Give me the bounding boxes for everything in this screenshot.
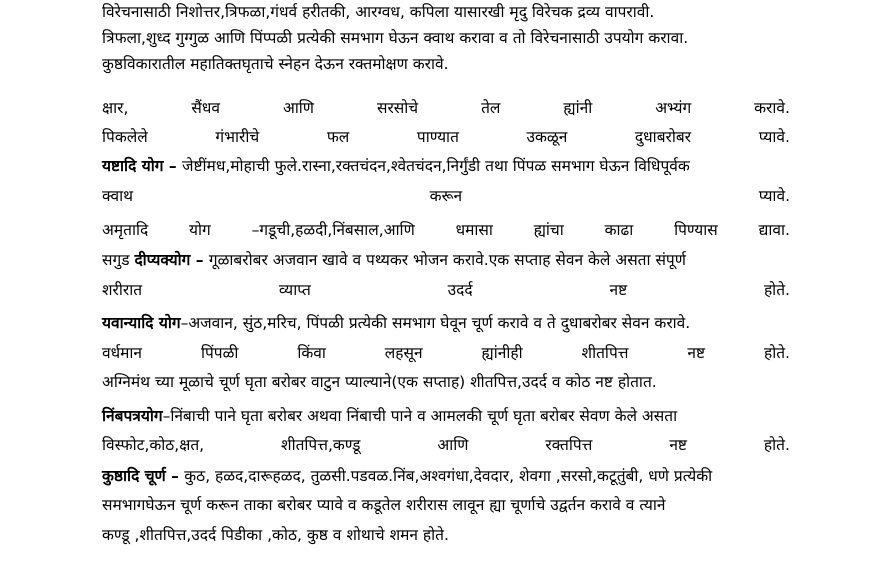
word: योग bbox=[189, 221, 211, 239]
word: शीतपित्त,कण्डू bbox=[281, 436, 361, 454]
word: होते. bbox=[763, 436, 790, 454]
word: सैंधव bbox=[191, 99, 220, 117]
word: क्षार, bbox=[102, 99, 129, 117]
line-text: जेष्टींमध,मोहाची फुले.रास्ना,रक्तचंदन,श्वेतचंदन,निर्गुंडी तथा पिंपळ समभाग घेऊन विधिपूर्वक bbox=[181, 157, 690, 175]
word: द्यावा. bbox=[758, 221, 790, 239]
text-line: कुष्ठविकारातील महातिक्तघृताचे स्नेहन देऊन रक्तमोक्षण करावे. bbox=[102, 55, 449, 73]
word: किंवा bbox=[297, 344, 326, 362]
word: नष्ट bbox=[609, 281, 628, 299]
word: उदर्द bbox=[447, 281, 473, 299]
text-line bbox=[102, 155, 790, 177]
heading-kushthadi-churna: कुष्ठादि चूर्ण – bbox=[102, 467, 185, 485]
word: फल bbox=[326, 128, 350, 146]
word: उकळून bbox=[526, 128, 568, 146]
word: नष्ट bbox=[669, 436, 687, 454]
text-line: अग्निमंथ च्या मूळाचे चूर्ण घृता बरोबर वाटुन प्याल्याने(एक सप्ताह) शीतपित्त,उदर्द व कोठ नष्ट होतात. bbox=[102, 373, 657, 391]
line-text: –निंबाची पाने घृता बरोबर अथवा निंबाची पाने व आमलकी चूर्ण घृता बरोबर सेवण केले असता bbox=[162, 407, 678, 425]
word: पिंपळी bbox=[200, 344, 239, 362]
text-line bbox=[102, 405, 790, 427]
word: धमासा bbox=[455, 221, 493, 239]
heading-deepyak-yog: दीप्यक्योग – bbox=[134, 251, 209, 269]
word: ह्यांचा bbox=[533, 221, 564, 239]
word: व्याप्त bbox=[278, 281, 311, 299]
word: दुधाबरोबर bbox=[634, 128, 692, 146]
text-line: कण्डू ,शीतपित्त,उदर्द पिडीका ,कोठ, कुष्ठ व शोथाचे शमन होते. bbox=[102, 526, 449, 544]
text-line bbox=[102, 312, 790, 334]
word: शरीरात bbox=[102, 281, 143, 299]
word: प्यावे. bbox=[758, 187, 790, 205]
line-text: सगुड bbox=[102, 251, 135, 269]
text-line-justified bbox=[102, 279, 790, 301]
text-line bbox=[102, 249, 790, 271]
word: अभ्यंग bbox=[655, 99, 692, 117]
text-line: समभागघेऊन चूर्ण करून ताका बरोबर प्यावे व कडूतेल शरीरास लावून ह्या चूर्णाचे उद्वर्तन करावे व त्याने bbox=[102, 496, 666, 514]
word: लहसून bbox=[384, 344, 423, 362]
heading-nimbpatra-yog: निंबपत्रयोग bbox=[102, 407, 163, 425]
word: पाण्यात bbox=[416, 128, 459, 146]
word: प्यावे. bbox=[758, 128, 790, 146]
text-line-justified bbox=[102, 219, 790, 241]
line-text: गूळाबरोबर अजवान खावे व पथ्यकर भोजन करावे.एक सप्ताह सेवन केले असता संपूर्ण bbox=[208, 251, 686, 269]
word: ह्यांनी bbox=[563, 99, 593, 117]
word: –गडूची,हळदी,निंबसाल,आणि bbox=[251, 221, 415, 239]
word: तेल bbox=[481, 99, 501, 117]
word: करून bbox=[429, 187, 463, 205]
word: अमृतादि bbox=[102, 221, 149, 239]
text-line-justified bbox=[102, 434, 790, 456]
line-text: –अजवान, सुंठ,मरिच, पिंपळी प्रत्येकी समभाग घेवून चूर्ण करावे व ते दुधाबरोबर सेवन करावे. bbox=[180, 314, 691, 332]
text-line-justified bbox=[102, 342, 790, 364]
word: रक्तपित्त bbox=[545, 436, 593, 454]
word: होते. bbox=[763, 281, 790, 299]
text-line-justified bbox=[102, 97, 790, 119]
word: पिकलेले bbox=[102, 128, 148, 146]
text-line: त्रिफला,शुध्द गुग्गुळ आणि पिंप्पळी प्रत्येकी समभाग घेऊन क्वाथ करावा व तो विरेचनासाठी उपयोग करावा. bbox=[102, 29, 689, 47]
text-line: विरेचनासाठी निशोत्तर,त्रिफळा,गंधर्व हरीतकी, आरग्वध, कपिला यासारखी मृदु विरेचक द्रव्य वापरावी. bbox=[102, 3, 655, 21]
word: गंभारीचे bbox=[215, 128, 260, 146]
word: काढा bbox=[604, 221, 634, 239]
word: ह्यांनीही bbox=[481, 344, 523, 362]
word: क्वाथ bbox=[102, 187, 133, 205]
word: करावे. bbox=[754, 99, 790, 117]
text-line bbox=[102, 465, 790, 487]
word: शीतपित्त bbox=[581, 344, 629, 362]
text-line-justified bbox=[102, 185, 790, 207]
word: वर्धमान bbox=[102, 344, 143, 362]
word: पिण्यास bbox=[674, 221, 718, 239]
word: आणि bbox=[437, 436, 469, 454]
word: आणि bbox=[282, 99, 315, 117]
heading-yavanyadi-yog: यवान्यादि योग bbox=[102, 314, 181, 332]
text-line-justified bbox=[102, 126, 790, 148]
word: विस्फोट,कोठ,क्षत, bbox=[102, 436, 205, 454]
word: सरसोचे bbox=[376, 99, 419, 117]
line-text: कुठ, हळद,दारूहळद, तुळसी.पडवळ.निंब,अश्वगंधा,देवदार, शेवगा ,सरसो,कटूतुंबी, धणे प्रत्येकी bbox=[184, 467, 713, 485]
word: होते. bbox=[763, 344, 790, 362]
word: नष्ट bbox=[687, 344, 706, 362]
heading-yashtadi-yog: यष्टादि योग – bbox=[102, 157, 182, 175]
